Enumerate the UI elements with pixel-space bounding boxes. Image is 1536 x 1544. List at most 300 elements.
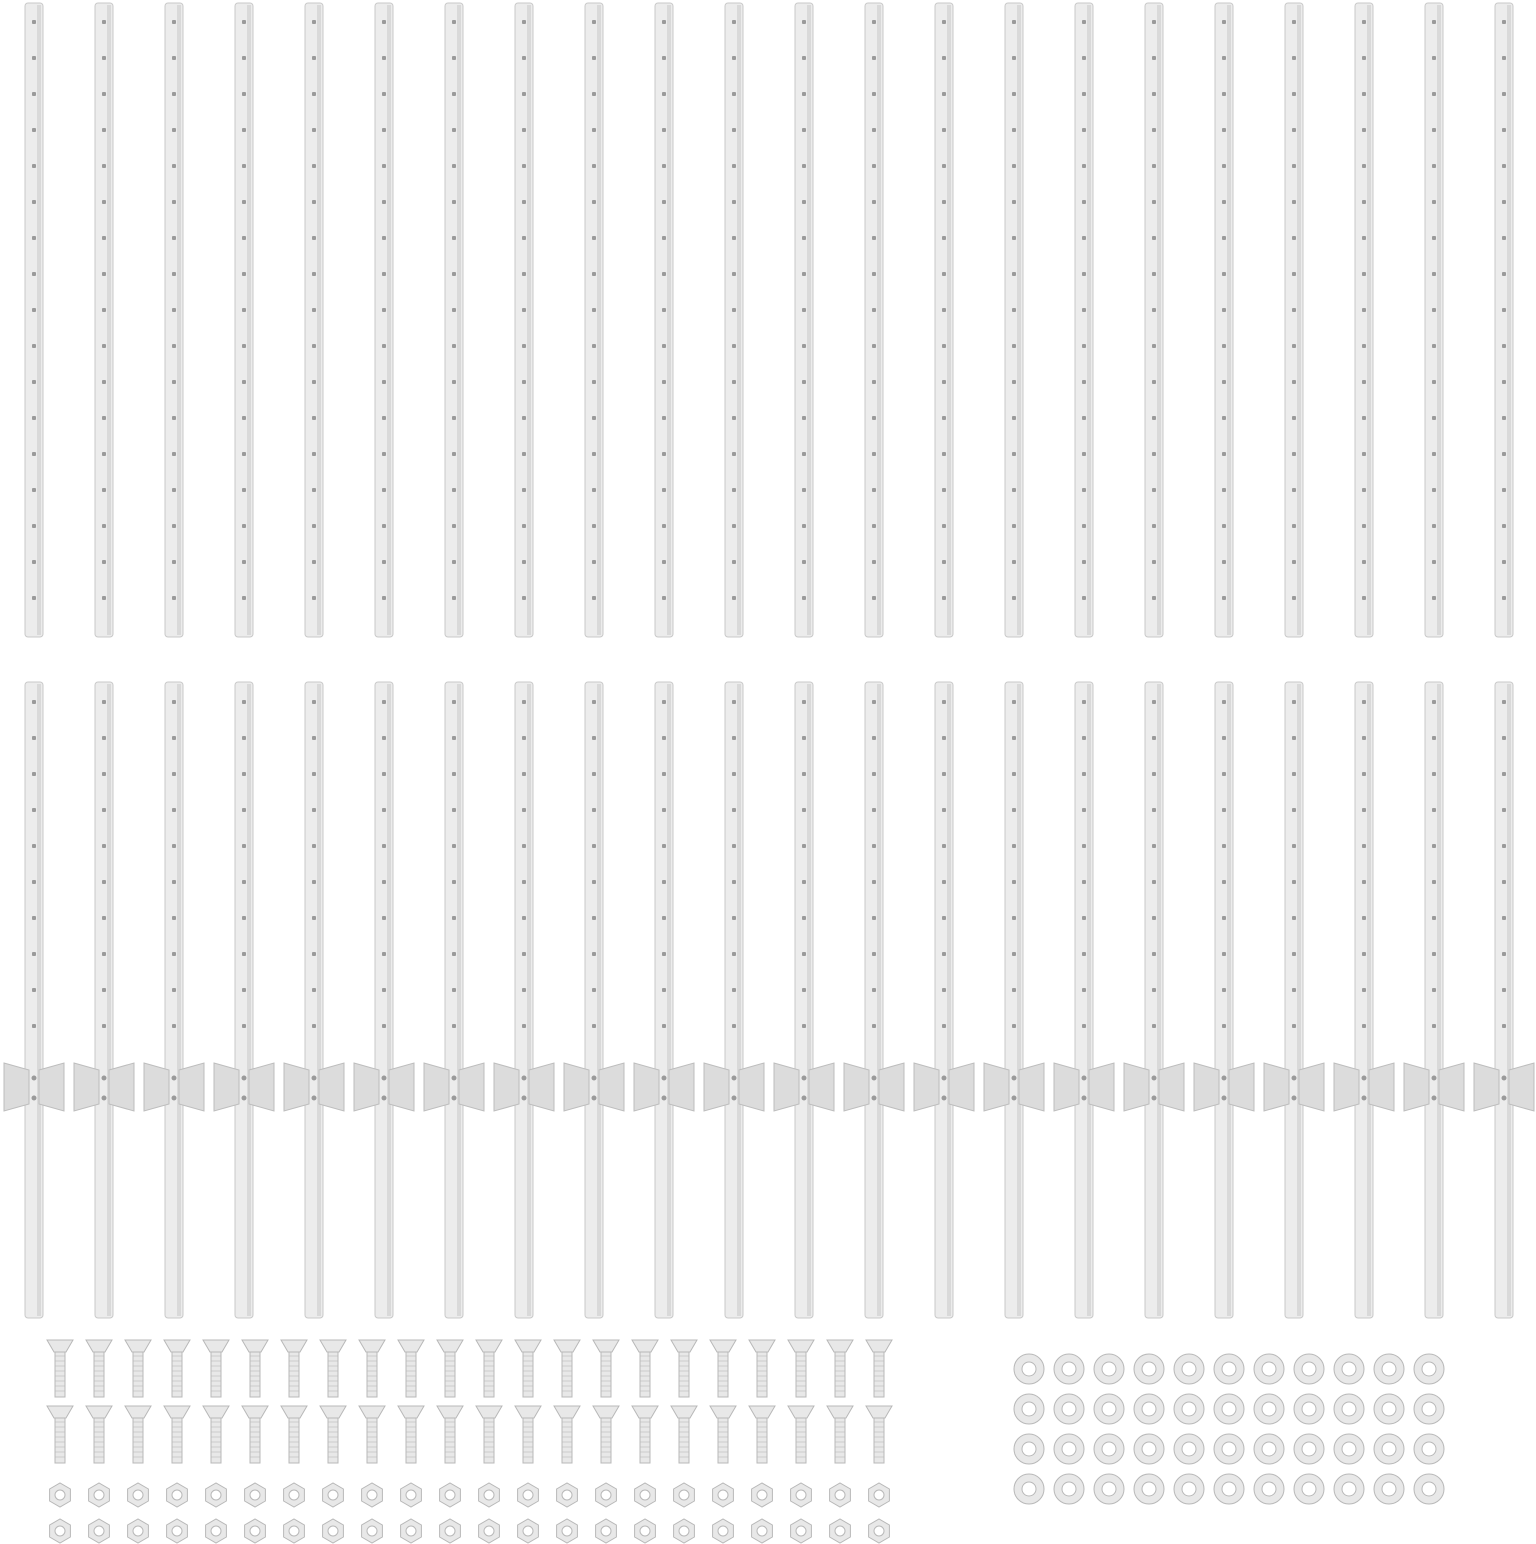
post-hole <box>1082 844 1086 848</box>
post-hole <box>312 524 316 528</box>
post-hole <box>872 772 876 776</box>
plate-rivet <box>32 1076 37 1081</box>
washer <box>1214 1474 1244 1504</box>
post-hole <box>102 200 106 204</box>
post-hole <box>872 344 876 348</box>
post-hole <box>1012 416 1016 420</box>
post-hole <box>1362 416 1366 420</box>
post-hole <box>1432 524 1436 528</box>
post-hole <box>382 200 386 204</box>
post-hole <box>942 772 946 776</box>
post-hole <box>1432 1024 1436 1028</box>
post-hole <box>1502 700 1506 704</box>
anchor-plate-right <box>1439 1063 1464 1111</box>
post-hole <box>382 344 386 348</box>
post-hole <box>382 128 386 132</box>
post-hole <box>102 488 106 492</box>
fence-post-with-anchor <box>144 682 204 1318</box>
post-hole <box>1502 988 1506 992</box>
post-hole <box>942 988 946 992</box>
post-hole <box>1012 808 1016 812</box>
post-hole <box>32 200 36 204</box>
post-hole <box>1082 308 1086 312</box>
post-hole <box>942 596 946 600</box>
hex-nut <box>674 1483 695 1507</box>
post-hole <box>522 988 526 992</box>
bolt <box>710 1340 736 1397</box>
fence-post-with-anchor <box>74 682 134 1318</box>
plate-rivet <box>1012 1076 1017 1081</box>
post-hole <box>1362 380 1366 384</box>
washer <box>1174 1434 1204 1464</box>
post-hole <box>732 200 736 204</box>
post-hole <box>1432 988 1436 992</box>
post-hole <box>1082 20 1086 24</box>
post-hole <box>592 700 596 704</box>
anchor-plate-left <box>74 1063 99 1111</box>
washer <box>1414 1354 1444 1384</box>
post-hole <box>1432 344 1436 348</box>
post-hole <box>942 844 946 848</box>
post-hole <box>662 988 666 992</box>
post-hole <box>802 308 806 312</box>
post-hole <box>102 808 106 812</box>
post-hole <box>242 880 246 884</box>
post-hole <box>1012 772 1016 776</box>
bolt <box>398 1340 424 1397</box>
post-hole <box>172 236 176 240</box>
post-hole <box>1222 308 1226 312</box>
post-hole <box>32 524 36 528</box>
post-hole <box>1292 880 1296 884</box>
post-hole <box>242 236 246 240</box>
post-hole <box>802 988 806 992</box>
post-hole <box>242 700 246 704</box>
post-hole <box>382 164 386 168</box>
bolt <box>281 1406 307 1463</box>
plate-rivet <box>242 1076 247 1081</box>
post-hole <box>942 344 946 348</box>
post-hole <box>872 916 876 920</box>
post-hole <box>522 164 526 168</box>
fence-post-with-anchor <box>564 682 624 1318</box>
post-hole <box>592 772 596 776</box>
anchor-plate-right <box>1089 1063 1114 1111</box>
post-hole <box>1362 1024 1366 1028</box>
post-hole <box>942 488 946 492</box>
plate-rivet <box>382 1096 387 1101</box>
post-hole <box>1222 20 1226 24</box>
post-hole <box>32 560 36 564</box>
anchor-plate-left <box>214 1063 239 1111</box>
post-hole <box>522 92 526 96</box>
post-hole <box>1152 1024 1156 1028</box>
bolt <box>203 1340 229 1397</box>
anchor-plate-right <box>809 1063 834 1111</box>
post-hole <box>592 416 596 420</box>
plate-rivet <box>592 1076 597 1081</box>
post-hole <box>1362 308 1366 312</box>
post-hole <box>452 916 456 920</box>
post-hole <box>1502 20 1506 24</box>
fence-post-with-anchor <box>634 682 694 1318</box>
fence-post <box>515 3 533 637</box>
post-hole <box>102 736 106 740</box>
post-hole <box>592 272 596 276</box>
post-hole <box>942 200 946 204</box>
plate-rivet <box>242 1096 247 1101</box>
washer <box>1334 1474 1364 1504</box>
plate-rivet <box>1432 1076 1437 1081</box>
post-hole <box>102 952 106 956</box>
post-hole <box>1292 488 1296 492</box>
post-hole <box>1222 416 1226 420</box>
post-hole <box>32 596 36 600</box>
post-hole <box>242 308 246 312</box>
post-hole <box>32 452 36 456</box>
post-hole <box>312 92 316 96</box>
washer <box>1334 1394 1364 1424</box>
post-hole <box>1502 128 1506 132</box>
post-hole <box>592 344 596 348</box>
post-hole <box>1082 1024 1086 1028</box>
anchor-plate-left <box>634 1063 659 1111</box>
post-hole <box>1222 700 1226 704</box>
post-hole <box>312 308 316 312</box>
post-hole <box>102 164 106 168</box>
plate-rivet <box>1152 1096 1157 1101</box>
post-hole <box>872 844 876 848</box>
post-hole <box>1502 808 1506 812</box>
plate-rivet <box>732 1076 737 1081</box>
post-hole <box>1502 200 1506 204</box>
post-hole <box>102 916 106 920</box>
post-hole <box>662 128 666 132</box>
post-hole <box>1152 236 1156 240</box>
post-hole <box>1222 808 1226 812</box>
bolt <box>710 1406 736 1463</box>
post-hole <box>872 700 876 704</box>
fence-post-with-anchor <box>1194 682 1254 1318</box>
post-hole <box>732 272 736 276</box>
anchor-plate-right <box>1509 1063 1534 1111</box>
post-hole <box>452 524 456 528</box>
post-hole <box>242 952 246 956</box>
post-hole <box>1502 236 1506 240</box>
post-hole <box>102 128 106 132</box>
hex-nut <box>479 1519 500 1543</box>
post-hole <box>1082 380 1086 384</box>
hex-nut <box>752 1519 773 1543</box>
post-hole <box>1012 452 1016 456</box>
post-hole <box>732 56 736 60</box>
post-hole <box>732 164 736 168</box>
post-hole <box>382 880 386 884</box>
hex-nut <box>50 1519 71 1543</box>
post-hole <box>1012 128 1016 132</box>
post-hole <box>1292 560 1296 564</box>
hex-nut <box>245 1483 266 1507</box>
post-hole <box>1292 128 1296 132</box>
post-hole <box>312 488 316 492</box>
anchor-plate-left <box>144 1063 169 1111</box>
post-hole <box>32 380 36 384</box>
post-hole <box>172 700 176 704</box>
post-hole <box>662 236 666 240</box>
post-hole <box>1152 344 1156 348</box>
post-hole <box>1222 128 1226 132</box>
post-hole <box>1502 772 1506 776</box>
post-hole <box>592 560 596 564</box>
post-hole <box>1012 200 1016 204</box>
post-hole <box>1292 452 1296 456</box>
post-hole <box>872 92 876 96</box>
hex-nut <box>89 1519 110 1543</box>
hex-nut <box>596 1519 617 1543</box>
post-hole <box>312 128 316 132</box>
anchor-plate-left <box>354 1063 379 1111</box>
post-hole <box>32 92 36 96</box>
post-hole <box>1432 772 1436 776</box>
post-hole <box>1152 772 1156 776</box>
post-hole <box>102 880 106 884</box>
post-hole <box>1362 952 1366 956</box>
post-hole <box>802 916 806 920</box>
post-hole <box>172 92 176 96</box>
post-hole <box>942 236 946 240</box>
post-hole <box>942 56 946 60</box>
post-hole <box>1152 488 1156 492</box>
post-hole <box>382 844 386 848</box>
post-hole <box>242 844 246 848</box>
post-hole <box>242 916 246 920</box>
post-hole <box>522 952 526 956</box>
post-hole <box>1012 344 1016 348</box>
post-hole <box>1082 596 1086 600</box>
post-hole <box>1012 880 1016 884</box>
post-hole <box>1082 416 1086 420</box>
nut-group <box>50 1483 890 1543</box>
post-hole <box>452 56 456 60</box>
post-hole <box>732 416 736 420</box>
post-hole <box>172 560 176 564</box>
washer <box>1254 1394 1284 1424</box>
post-hole <box>1502 596 1506 600</box>
anchor-plate-right <box>879 1063 904 1111</box>
post-hole <box>382 988 386 992</box>
post-hole <box>1012 560 1016 564</box>
bolt <box>515 1406 541 1463</box>
post-hole <box>802 596 806 600</box>
plate-rivet <box>522 1096 527 1101</box>
anchor-plate-right <box>1229 1063 1254 1111</box>
post-hole <box>1292 56 1296 60</box>
hex-nut <box>167 1519 188 1543</box>
post-hole <box>1362 736 1366 740</box>
post-hole <box>1152 560 1156 564</box>
post-hole <box>522 808 526 812</box>
post-hole <box>732 344 736 348</box>
post-hole <box>1362 988 1366 992</box>
plate-rivet <box>1502 1076 1507 1081</box>
post-hole <box>1292 416 1296 420</box>
bolt <box>554 1406 580 1463</box>
post-hole <box>102 1024 106 1028</box>
washer <box>1054 1394 1084 1424</box>
anchor-plate-left <box>1474 1063 1499 1111</box>
post-hole <box>662 808 666 812</box>
bolt <box>593 1406 619 1463</box>
post-hole <box>802 56 806 60</box>
hex-nut <box>713 1519 734 1543</box>
post-hole <box>1362 844 1366 848</box>
post-hole <box>1292 916 1296 920</box>
post-hole <box>1012 92 1016 96</box>
post-hole <box>172 772 176 776</box>
post-hole <box>242 344 246 348</box>
post-hole <box>522 200 526 204</box>
post-hole <box>102 988 106 992</box>
post-hole <box>452 344 456 348</box>
washer <box>1374 1434 1404 1464</box>
post-hole <box>1432 700 1436 704</box>
post-hole <box>662 200 666 204</box>
post-hole <box>522 524 526 528</box>
hex-nut <box>830 1483 851 1507</box>
post-hole <box>872 164 876 168</box>
plate-rivet <box>1012 1096 1017 1101</box>
bolt <box>632 1340 658 1397</box>
post-hole <box>1082 128 1086 132</box>
post-hole <box>1292 164 1296 168</box>
post-hole <box>1292 952 1296 956</box>
bolt <box>164 1406 190 1463</box>
post-hole <box>1222 344 1226 348</box>
post-hole <box>522 1024 526 1028</box>
post-hole <box>1502 488 1506 492</box>
plate-rivet <box>1292 1076 1297 1081</box>
post-hole <box>802 272 806 276</box>
post-hole <box>172 272 176 276</box>
post-hole <box>32 952 36 956</box>
post-hole <box>172 916 176 920</box>
post-hole <box>1432 164 1436 168</box>
post-hole <box>872 128 876 132</box>
post-hole <box>872 808 876 812</box>
post-hole <box>312 988 316 992</box>
hex-nut <box>284 1519 305 1543</box>
post-hole <box>1292 844 1296 848</box>
post-hole <box>312 844 316 848</box>
washer <box>1334 1354 1364 1384</box>
anchor-plate-left <box>1264 1063 1289 1111</box>
fence-post <box>585 3 603 637</box>
hex-nut <box>167 1483 188 1507</box>
post-hole <box>942 808 946 812</box>
hex-nut <box>323 1483 344 1507</box>
post-hole <box>942 380 946 384</box>
post-hole <box>1432 844 1436 848</box>
post-hole <box>172 524 176 528</box>
anchor-plate-left <box>774 1063 799 1111</box>
post-hole <box>872 488 876 492</box>
post-hole <box>32 236 36 240</box>
post-hole <box>522 344 526 348</box>
anchor-plate-right <box>319 1063 344 1111</box>
post-hole <box>242 92 246 96</box>
post-hole <box>732 20 736 24</box>
post-hole <box>172 988 176 992</box>
post-hole <box>1292 524 1296 528</box>
bolt <box>86 1340 112 1397</box>
post-hole <box>172 596 176 600</box>
washer <box>1374 1354 1404 1384</box>
post-hole <box>872 452 876 456</box>
post-hole <box>1432 308 1436 312</box>
post-hole <box>942 272 946 276</box>
post-hole <box>102 308 106 312</box>
post-hole <box>592 92 596 96</box>
post-hole <box>872 952 876 956</box>
post-hole <box>1292 988 1296 992</box>
plate-rivet <box>802 1096 807 1101</box>
post-hole <box>312 272 316 276</box>
post-hole <box>1502 164 1506 168</box>
post-hole <box>522 736 526 740</box>
fence-post <box>795 3 813 637</box>
post-hole <box>312 452 316 456</box>
plate-rivet <box>1222 1096 1227 1101</box>
post-hole <box>242 128 246 132</box>
anchor-plate-left <box>424 1063 449 1111</box>
post-hole <box>732 772 736 776</box>
washer <box>1214 1434 1244 1464</box>
fence-post-with-anchor <box>424 682 484 1318</box>
post-hole <box>312 56 316 60</box>
bolt <box>866 1340 892 1397</box>
post-hole <box>452 20 456 24</box>
post-hole <box>1012 164 1016 168</box>
post-hole <box>242 452 246 456</box>
post-hole <box>662 344 666 348</box>
post-hole <box>662 880 666 884</box>
washer <box>1294 1474 1324 1504</box>
post-hole <box>592 844 596 848</box>
post-hole <box>1502 952 1506 956</box>
fence-post <box>445 3 463 637</box>
post-hole <box>732 1024 736 1028</box>
post-hole <box>102 272 106 276</box>
fence-post-with-anchor <box>984 682 1044 1318</box>
post-hole <box>172 880 176 884</box>
post-hole <box>382 952 386 956</box>
post-hole <box>382 380 386 384</box>
plate-rivet <box>172 1096 177 1101</box>
post-hole <box>592 128 596 132</box>
bolt <box>320 1340 346 1397</box>
anchor-plate-right <box>249 1063 274 1111</box>
fence-post <box>1215 3 1233 637</box>
plate-rivet <box>662 1076 667 1081</box>
fence-post <box>375 3 393 637</box>
post-hole <box>592 488 596 492</box>
post-hole <box>522 844 526 848</box>
fence-post <box>1145 3 1163 637</box>
hex-nut <box>635 1519 656 1543</box>
fence-post <box>1355 3 1373 637</box>
post-hole <box>1502 344 1506 348</box>
post-hole <box>172 1024 176 1028</box>
